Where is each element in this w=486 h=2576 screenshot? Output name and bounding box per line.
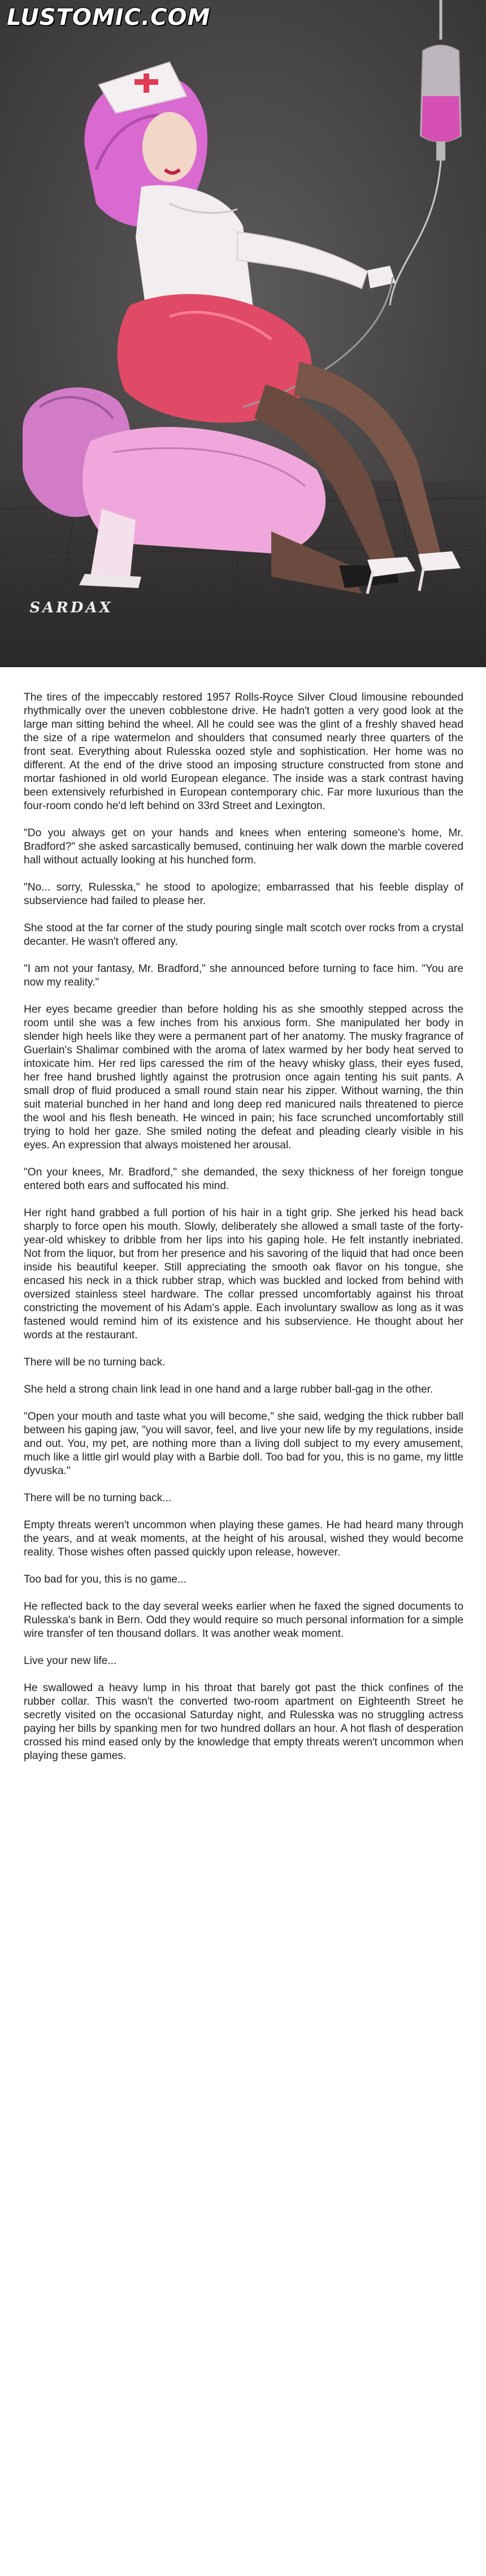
story-paragraph: He swallowed a heavy lump in his throat that barely got past the thick confines of the rubber collar. This wasn't the converted two-room apartment on Eighteenth Street he secretly visited on the occasional Saturday night, and Rulesska was no struggling actress paying her bills by spanking men for two hundred dollars an hour. A hot flash of desperation crossed his mind eased only by the knowledge that empty threats weren't uncommon when playing these games.	[24, 1682, 463, 1762]
story-paragraph: "I am not your fantasy, Mr. Bradford," she announced before turning to face him. "You are now my reality."	[24, 963, 463, 988]
story-paragraph: There will be no turning back...	[24, 1492, 172, 1504]
story-paragraph: "No... sorry, Rulesska," he stood to apologize; embarrassed that his feeble display of subservience had failed to please her.	[24, 881, 463, 907]
story-paragraph: "Open your mouth and taste what you will become," she said, wedging the thick rubber ball between his gaping jaw, "you will savor, feel, and live your new life by my regulations, inside and out. You, my pet, are nothing more than a living doll subject to my every amusement, much like a little girl would play with a Barbie doll. Too bad for you, this is no game, my little dyvuska."	[24, 1411, 463, 1477]
artist-signature: SARDAX	[28, 599, 115, 616]
site-logo[interactable]: LUSTOMIC.COM	[7, 5, 211, 31]
story-paragraph: Too bad for you, this is no game...	[24, 1574, 186, 1585]
story-paragraph: Live your new life...	[24, 1655, 117, 1667]
illustration-artwork	[0, 0, 486, 667]
story-paragraph: The tires of the impeccably restored 1957 Rolls-Royce Silver Cloud limousine rebounded rhythmically over the uneven cobblestone drive. He hadn't gotten a very good look at the large man sitting behind the wheel. All he could see was the glint of a freshly shaved head the size of a ripe watermelon and shoulders that consumed nearly three quarters of the front seat. Everything about Rulesska oozed style and sophistication. Her home was no different. At the end of the drive stood an imposing structure constructed from stone and mortar fashioned in old world European elegance. The inside was a stark contrast having been extensively refurbished in European contemporary chic. Far more luxurious than the four-room condo he'd left behind on 33rd Street and Lexington.	[24, 691, 463, 812]
story-paragraph: He reflected back to the day several weeks earlier when he faxed the signed documents to Rulesska's bank in Bern. Odd they would require so much personal information for a simple wire transfer of ten thousand dollars. It was another weak moment.	[24, 1601, 463, 1640]
story-paragraph: Her eyes became greedier than before holding his as she smoothly stepped across the room until she was a few inches from his anxious form. She manipulated her body in slender high heels like they were a permanent part of her anatomy. The musky fragrance of Guerlain's Shalimar combined with the aroma of latex warmed by her body heat served to intoxicate him. Her red lips caressed the rim of the heavy whisky glass, their eyes fused, her free hand brushed lightly against the protrusion once again tenting his suit pants. A small drop of fluid produced a small round stain near his zipper. Without warning, the thin suit material bunched in her hand and long deep red manicured nails threatened to pierce the wool and his flesh beneath. He winced in pain; his face scrunched uncomfortably still trying to hold her gaze. She smiled noting the defeat and pleading clearly visible in his eyes. An expression that always moistened her arousal.	[24, 1004, 463, 1151]
story-paragraph: She stood at the far corner of the study pouring single malt scotch over rocks from a crystal decanter. He wasn't offered any.	[24, 922, 463, 948]
story-paragraph: "On your knees, Mr. Bradford," she demanded, the sexy thickness of her foreign tongue entered both ears and suffocated his mind.	[24, 1166, 463, 1192]
story-paragraph: Empty threats weren't uncommon when playing these games. He had heard many through the years, and at weak moments, at the height of his arousal, wished they would become reality. Those wishes often passed quickly upon release, however.	[24, 1519, 463, 1558]
story-paragraph: "Do you always get on your hands and knees when entering someone's home, Mr. Bradford?" she asked sarcastically bemused, continuing her walk down the marble covered hall without actually looking at his hunched form.	[24, 827, 463, 866]
comic-illustration	[0, 0, 486, 667]
story-text	[24, 691, 463, 1777]
story-paragraph: She held a strong chain link lead in one hand and a large rubber ball-gag in the other.	[24, 1384, 433, 1395]
story-paragraph: There will be no turning back.	[24, 1356, 166, 1368]
story-paragraph: Her right hand grabbed a full portion of his hair in a tight grip. She jerked his head back sharply to force open his mouth. Slowly, deliberately she allowed a small taste of the forty-year-old whiskey to dribble from her lips into his gaping hole. He felt instantly inebriated. Not from the liquor, but from her presence and his savoring of the liquid that had once been inside his beautiful keeper. Still appreciating the smooth oak flavor on his tongue, she encased his neck in a thick rubber strap, which was buckled and locked from behind with oversized stainless steel hardware. The collar pressed uncomfortably against his throat constricting the movement of his Adam's apple. Each involuntary swallow as long as it was fastened would remind him of its existence and his subservience. He thought about her words at the restaurant.	[24, 1207, 463, 1341]
